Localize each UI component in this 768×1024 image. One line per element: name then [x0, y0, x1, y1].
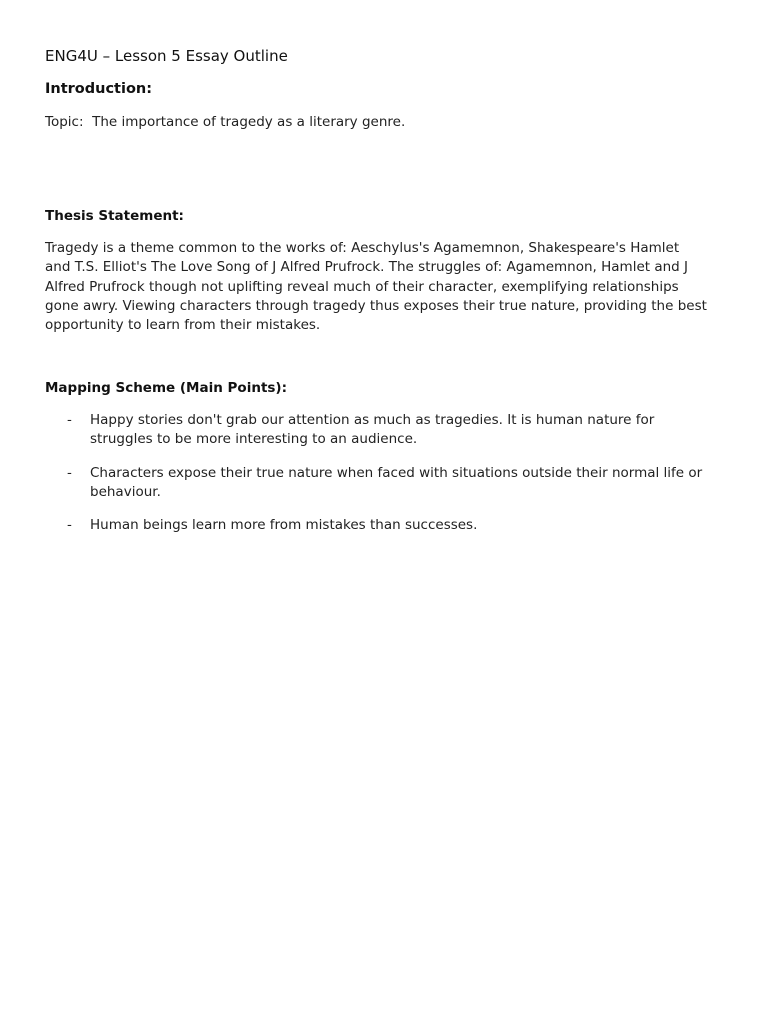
bullet-dash: -	[67, 412, 72, 428]
main-point-item	[45, 411, 729, 450]
thesis-paragraph: Tragedy is a theme common to the works of: Aeschylus's Agamemnon, Shakespeare's Hamlet and T.S. Elliot's The Love Song of J Alfred Prufrock. The struggles of: Agamemnon, Hamlet and J Alfred Prufrock though not uplifting reveal much of their character, exemplifying relationships gone awry. Viewing characters through tragedy thus exposes their true nature, providing the best opportunity to learn from their mistakes.	[45, 240, 707, 334]
document-title: ENG4U – Lesson 5 Essay Outline	[45, 47, 288, 65]
thesis-heading: Thesis Statement:	[45, 208, 184, 224]
bullet-dash: -	[67, 464, 72, 481]
topic-line: Topic: The importance of tragedy as a literary genre.	[45, 114, 406, 130]
main-point-text: Characters expose their true nature when faced with situations outside their normal life or behaviour.	[90, 464, 703, 500]
mapping-scheme-heading: Mapping Scheme (Main Points):	[45, 380, 288, 396]
bullet-dash: -	[67, 517, 72, 534]
main-point-item	[45, 464, 729, 503]
main-points-list	[45, 411, 729, 549]
main-point-text: Happy stories don't grab our attention as much as tragedies. It is human nature for struggles to be more interesting to an audience.	[90, 412, 655, 448]
main-point-text: Human beings learn more from mistakes than successes.	[90, 517, 478, 534]
introduction-heading: Introduction:	[45, 81, 153, 97]
main-point-item	[45, 516, 729, 535]
